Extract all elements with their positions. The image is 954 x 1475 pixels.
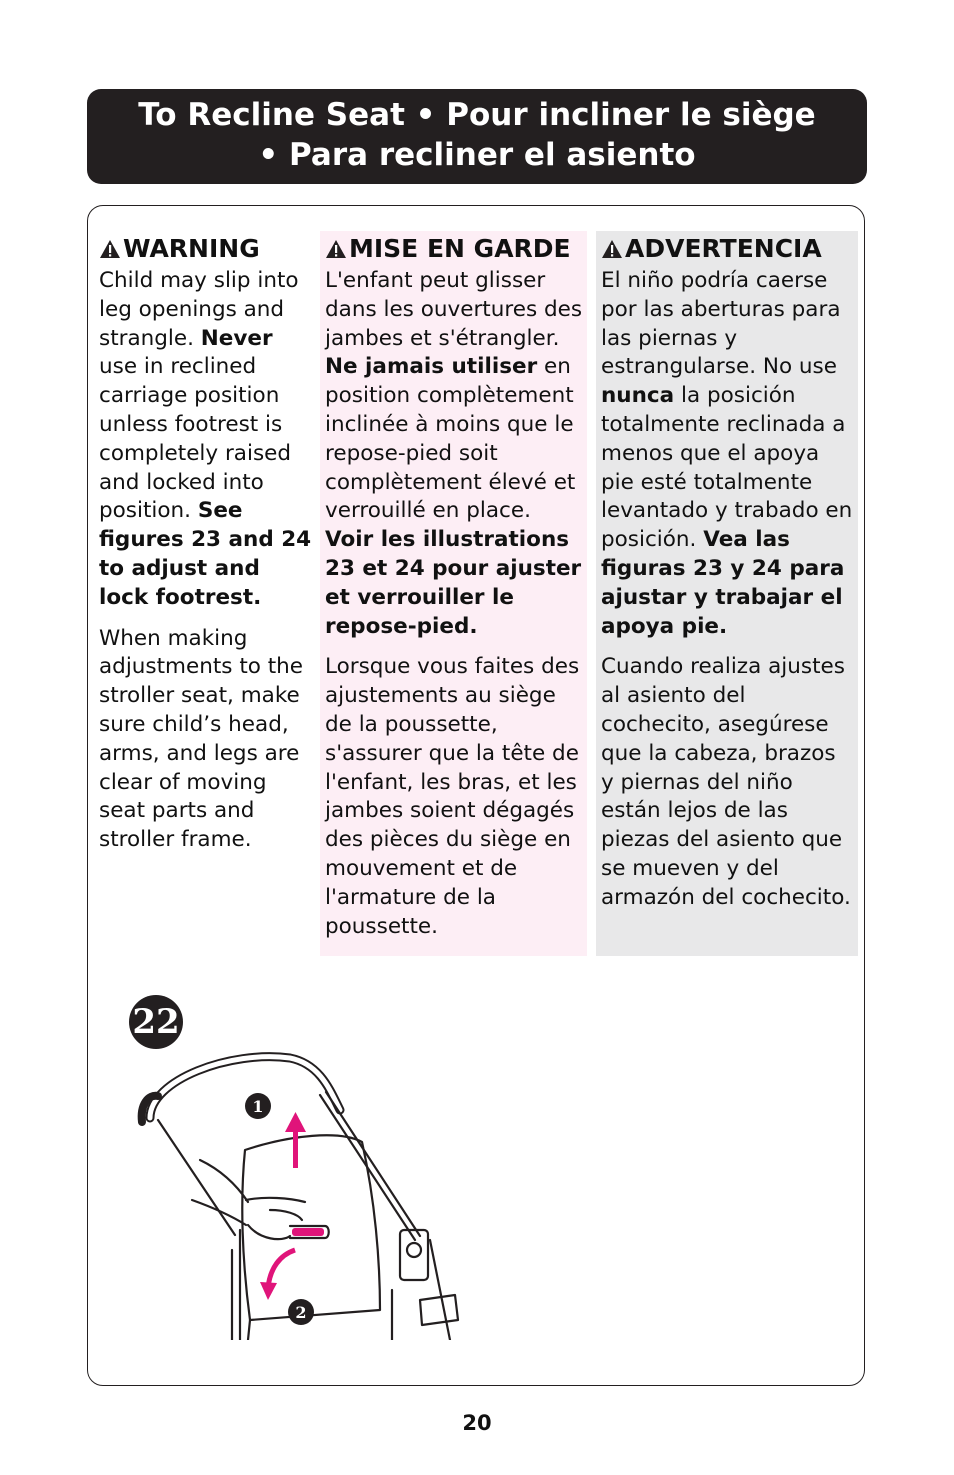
warning-triangle-icon — [99, 239, 121, 259]
header-title-line2: • Para recliner el asiento — [258, 137, 696, 173]
page-number: 20 — [462, 1411, 492, 1435]
warning-text-es: El niño podría caerse por las aberturas para las piernas y estrangularse. No use nunca la posición totalmente reclinada a menos que el apoya pie esté totalmente levantado y trabado en posición. Vea las figuras 23 y 24 para ajustar y trabajar el apoya pie. — [601, 268, 853, 639]
warning-triangle-icon — [325, 239, 347, 259]
adjustment-note-es: Cuando realiza ajustes al asiento del cochecito, asegúrese que la cabeza, brazos y piernas del niño están lejos de las piezas del asiento que se mueven y del armazón del cochecito. — [601, 654, 851, 910]
warning-heading-en: WARNING — [99, 231, 314, 267]
step-2-label: 2 — [295, 1303, 307, 1322]
column-french — [320, 231, 587, 956]
release-strap — [292, 1228, 324, 1236]
warning-heading-es: ADVERTENCIA — [601, 231, 854, 267]
column-spanish — [596, 231, 858, 956]
adjustment-note-fr: Lorsque vous faites des ajustements au siège de la poussette, s'assurer que la tête de l'enfant, les bras, et les jambes soient dégagés des pièces du siège en mouvement et de l'armature de la poussette. — [325, 654, 580, 939]
warning-text-en: Child may slip into leg openings and strangle. Never use in reclined carriage position unless footrest is completely raised and locked into position. See figures 23 and 24 to adjust and lock footrest. — [99, 268, 312, 610]
figure-number-badge: 22 — [129, 995, 183, 1049]
header-title-line1: To Recline Seat • Pour incliner le siège — [138, 97, 816, 133]
stroller-recline-illustration — [130, 1050, 470, 1340]
step-1-label: 1 — [252, 1097, 264, 1116]
recline-arrow-icon — [260, 1250, 295, 1300]
warning-text-fr: L'enfant peut glisser dans les ouvertures des jambes et s'étrangler. Ne jamais utiliser en position complètement inclinée à moins que le repose-pied soit complètement élevé et verrouillé en place. Voir les illustrations 23 et 24 pour ajuster et verrouiller le repose-pied. — [325, 268, 583, 639]
adjustment-note-en: When making adjustments to the stroller seat, make sure child’s head, arms, and legs are clear of moving seat parts and stroller frame. — [99, 625, 304, 853]
warning-triangle-icon — [601, 239, 623, 259]
warning-heading-fr: MISE EN GARDE — [325, 231, 583, 267]
column-english — [99, 231, 314, 855]
page-header — [87, 89, 867, 184]
